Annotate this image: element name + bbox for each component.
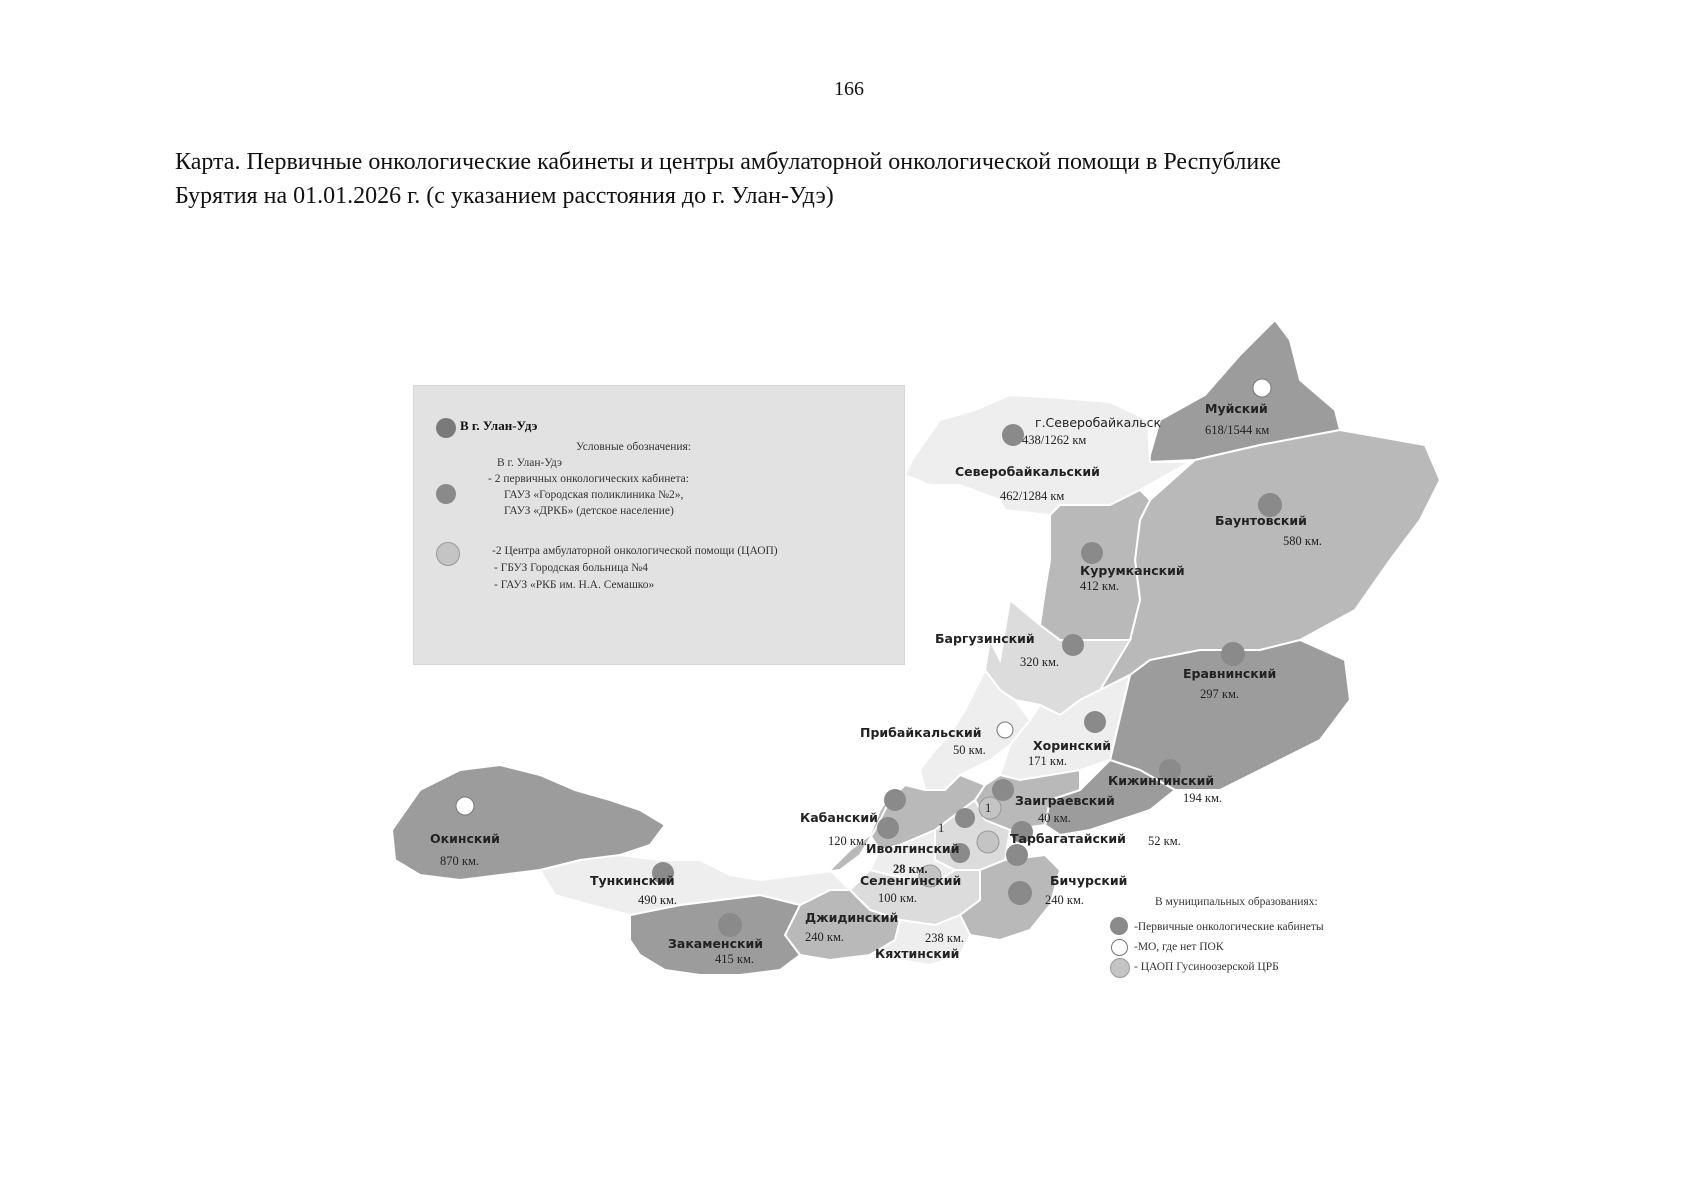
no-pok-marker-muysky <box>1253 379 1271 397</box>
label-severobaikalsk: г.Северобайкальск <box>1035 415 1162 430</box>
cabinet-marker-severobaikalsk <box>1002 424 1024 446</box>
distance-tarbagataysky: 52 км. <box>1148 834 1181 848</box>
label-zaigraevsky: Заиграевский <box>1015 793 1115 808</box>
caption-line-1: Карта. Первичные онкологические кабинеты и центры амбулаторной онкологической помощи в Республике <box>175 149 1281 175</box>
legend-cabinets-line: - 2 первичных онкологических кабинета: <box>488 473 689 485</box>
center-legend-icon <box>436 542 460 566</box>
distance-muysky: 618/1544 км <box>1205 423 1270 437</box>
no-pok-marker-okinsky <box>456 797 474 815</box>
label-tarbagataysky: Тарбагатайский <box>1010 831 1126 846</box>
label-okinsky: Окинский <box>430 831 500 846</box>
label-dzhidinsky: Джидинский <box>805 910 899 925</box>
center-marker-ulan-ude-2 <box>977 831 999 853</box>
distance-severobaikalsky: 462/1284 км <box>1000 489 1065 503</box>
distance-dzhidinsky: 240 км. <box>805 930 844 944</box>
legend-ulan-ude-title: В г. Улан-Удэ <box>460 418 538 433</box>
cabinet-marker-zaigraevsky <box>992 779 1014 801</box>
legend-municipal <box>1110 895 1430 995</box>
label-bauntovsky: Баунтовский <box>1215 513 1307 528</box>
cabinet-marker-kabansky-2 <box>877 817 899 839</box>
label-barguzinsky: Баргузинский <box>935 631 1035 646</box>
distance-bauntovsky: 580 км. <box>1283 534 1322 548</box>
mo-cabinet-icon <box>1110 917 1128 935</box>
mo-center-icon <box>1110 958 1130 978</box>
cabinet-marker-ulan-ude <box>955 808 975 828</box>
no-pok-marker-pribaikalsky <box>997 722 1013 738</box>
legend-city-line: В г. Улан-Удэ <box>497 457 562 469</box>
cabinet-marker-eravninsky <box>1221 642 1245 666</box>
distance-kabansky: 120 км. <box>828 834 867 848</box>
legend-cabinet-1: ГАУЗ «Городская поликлиника №2», <box>504 489 684 501</box>
legend-heading: Условные обозначения: <box>576 441 692 453</box>
mo-legend-heading: В муниципальных образованиях: <box>1155 896 1318 908</box>
distance-okinsky: 870 км. <box>440 854 479 868</box>
caption-line-2: Бурятия на 01.01.2026 г. (с указанием расстояния до г. Улан-Удэ) <box>175 183 834 209</box>
cabinet-marker-barguzinsky <box>1062 634 1084 656</box>
label-ivolginsky: Иволгинский <box>866 841 960 856</box>
label-kizhinginsky: Кижингинский <box>1108 773 1215 788</box>
distance-kyakhtinsky: 238 км. <box>925 931 964 945</box>
distance-selenginsky: 100 км. <box>878 891 917 905</box>
legend-ulan-ude <box>413 385 905 665</box>
distance-zakamensky: 415 км. <box>715 952 754 966</box>
distance-bichursky: 240 км. <box>1045 893 1084 907</box>
label-kyakhtinsky: Кяхтинский <box>875 946 960 961</box>
legend-center-1: - ГБУЗ Городская больница №4 <box>494 562 648 574</box>
label-khorinsky: Хоринский <box>1033 738 1111 753</box>
distance-zaigraevsky: 40 км. <box>1038 811 1071 825</box>
distance-eravninsky: 297 км. <box>1200 687 1239 701</box>
mo-no-pok-icon <box>1111 939 1128 956</box>
distance-khorinsky: 171 км. <box>1028 754 1067 768</box>
map-number-2: 1 <box>985 801 992 815</box>
label-muysky: Муйский <box>1205 401 1268 416</box>
ulan-ude-legend-icon <box>436 418 456 438</box>
label-kurumkansky: Курумканский <box>1080 563 1185 578</box>
label-zakamensky: Закаменский <box>668 936 763 951</box>
distance-kizhinginsky: 194 км. <box>1183 791 1222 805</box>
distance-ivolginsky: 28 км. <box>893 862 928 876</box>
distance-severobaikalsk: 438/1262 км <box>1022 433 1087 447</box>
label-selenginsky: Селенгинский <box>860 873 962 888</box>
label-bichursky: Бичурский <box>1050 873 1128 888</box>
cabinet-legend-icon <box>436 484 456 504</box>
legend-centers-line: -2 Центра амбулаторной онкологической помощи (ЦАОП) <box>492 545 778 557</box>
label-severobaikalsky: Северобайкальский <box>955 464 1100 479</box>
cabinet-marker-kurumkansky <box>1081 542 1103 564</box>
mo-item-center: - ЦАОП Гусиноозерской ЦРБ <box>1134 961 1279 973</box>
label-tunkinsky: Тункинский <box>590 873 675 888</box>
legend-cabinet-2: ГАУЗ «ДРКБ» (детское население) <box>504 505 674 517</box>
cabinet-marker-kabansky-1 <box>884 789 906 811</box>
map-number-1: 1 <box>938 821 945 835</box>
label-pribaikalsky: Прибайкальский <box>860 725 982 740</box>
distance-pribaikalsky: 50 км. <box>953 743 986 757</box>
label-eravninsky: Еравнинский <box>1183 666 1277 681</box>
distance-tunkinsky: 490 км. <box>638 893 677 907</box>
mo-item-no-pok: -МО, где нет ПОК <box>1134 941 1224 953</box>
label-kabansky: Кабанский <box>800 810 878 825</box>
legend-center-2: - ГАУЗ «РКБ им. Н.А. Семашко» <box>494 579 655 591</box>
page-number: 166 <box>834 78 864 100</box>
cabinet-marker-tarbagataysky-2 <box>1006 844 1028 866</box>
cabinet-marker-khorinsky <box>1084 711 1106 733</box>
cabinet-marker-zakamensky <box>718 913 742 937</box>
distance-kurumkansky: 412 км. <box>1080 579 1119 593</box>
cabinet-marker-bichursky <box>1008 881 1032 905</box>
distance-barguzinsky: 320 км. <box>1020 655 1059 669</box>
mo-item-cabinets: -Первичные онкологические кабинеты <box>1134 921 1324 933</box>
